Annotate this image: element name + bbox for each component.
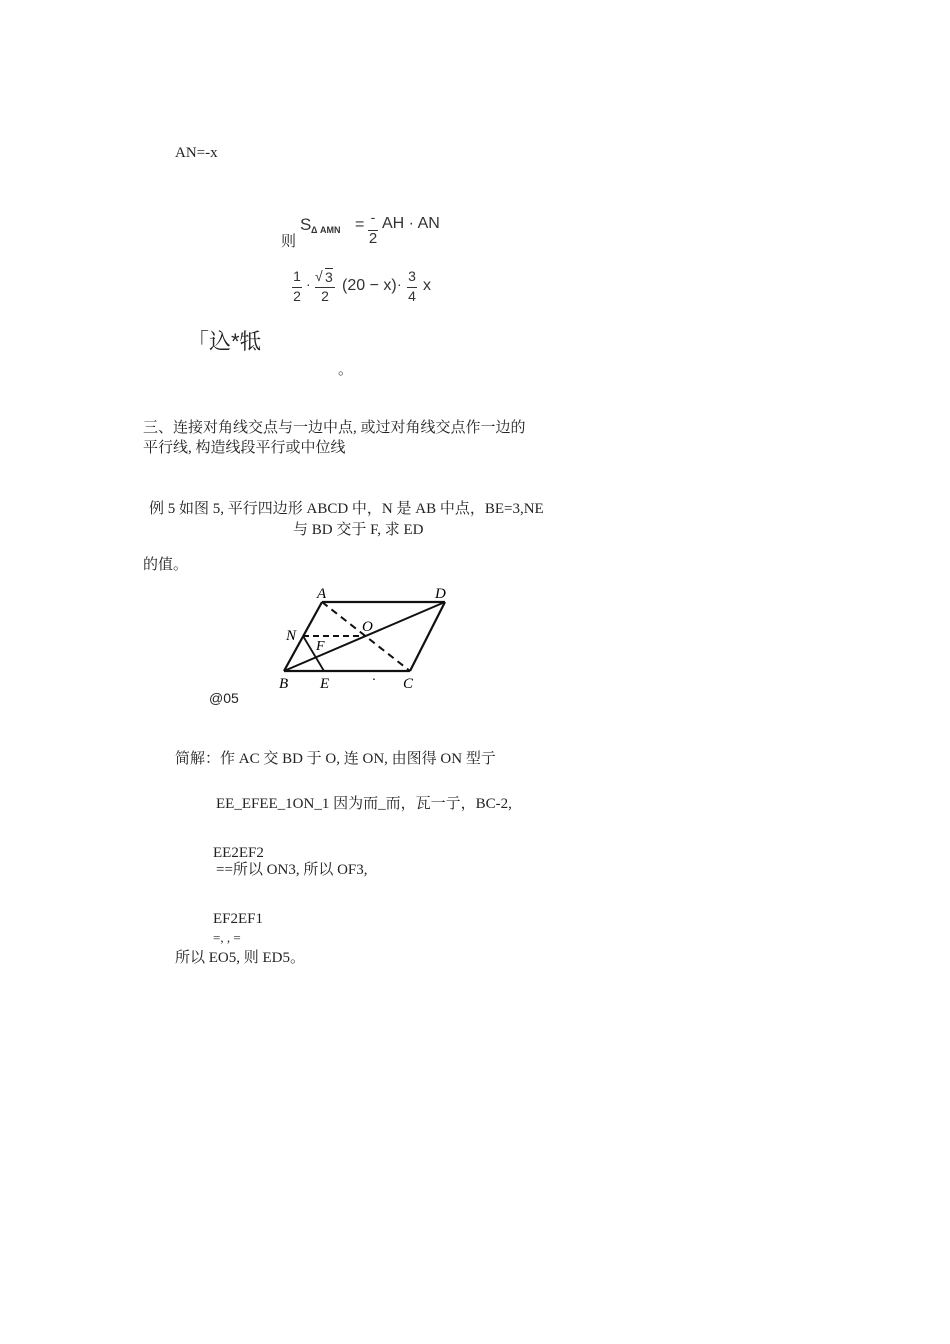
label-d: D [435, 586, 446, 602]
label-b: B [279, 676, 289, 692]
example-line1: 例 5 如图 5, 平行四边形 ABCD 中，N 是 AB 中点，BE=3,NE [149, 501, 544, 517]
example-line3: 的值。 [143, 557, 189, 573]
then-label: 则 [281, 234, 297, 250]
formula-equals: = [355, 216, 365, 233]
formula-subscript: Δ AMN [311, 225, 341, 235]
expr-frac2-den: 2 [321, 288, 329, 302]
expr-sqrt-arg: 3 [325, 269, 333, 285]
expr-factor: (20 − x) [342, 277, 397, 294]
solution-line3: EE2EF2 [213, 845, 264, 861]
expr-dot2: · [397, 276, 402, 292]
example-line2: 与 BD 交于 F, 求 ED [293, 522, 424, 538]
section-heading-line2: 平行线, 构造线段平行或中位线 [143, 440, 346, 456]
label-c: C [403, 676, 414, 692]
parallelogram-figure [270, 580, 455, 695]
formula-s: S [300, 215, 312, 234]
area-expression [290, 268, 450, 302]
label-a: A [317, 586, 327, 602]
edge-cd [410, 602, 445, 671]
formula-frac-num: - [370, 209, 376, 225]
figure-caption: @05 [209, 690, 239, 706]
garbled-heading: 「込*牴 [187, 329, 262, 354]
expr-frac3-den: 4 [408, 288, 416, 302]
solution-line5: EF2EF1 [213, 911, 264, 927]
area-formula [300, 209, 460, 249]
label-f: F [316, 639, 325, 654]
formula-frac-den: 2 [368, 230, 378, 247]
period-mark: 。 [338, 362, 354, 378]
label-e: E [320, 676, 330, 692]
solution-line6: =, , = [213, 930, 241, 945]
solution-line1: 简解：作 AC 交 BD 于 O, 连 ON, 由图得 ON 型亍 [175, 751, 496, 767]
solution-line7: 所以 EO5, 则 ED5。 [175, 950, 305, 966]
expr-var: x [423, 277, 431, 294]
label-n: N [286, 628, 297, 644]
formula-rest: AH · AN [382, 215, 440, 232]
label-dot: · [372, 673, 376, 688]
sqrt-icon: √ [315, 268, 323, 284]
expr-frac1-den: 2 [293, 288, 301, 302]
an-value-line: AN=-x [175, 145, 218, 161]
expr-dot1: · [306, 276, 311, 292]
expr-frac3-num: 3 [408, 268, 416, 284]
solution-line4: ==所以 ON3, 所以 OF3, [216, 862, 368, 878]
label-o: O [362, 619, 373, 635]
expr-frac1-num: 1 [293, 268, 301, 284]
section-heading-line1: 三、连接对角线交点与一边中点, 或过对角线交点作一边的 [143, 420, 526, 436]
solution-line2: EE_EFEE_1ON_1 因为而_而，瓦一亍，BC-2, [216, 796, 512, 812]
